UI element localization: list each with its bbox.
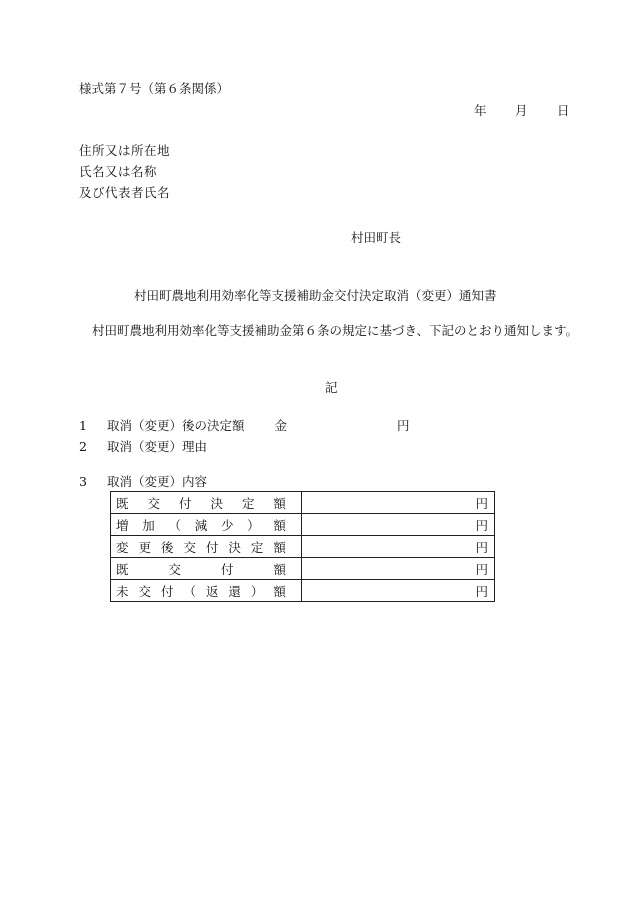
label-char: （ (183, 583, 196, 599)
label-char: 交 (183, 539, 196, 555)
label-char: 更 (138, 539, 151, 555)
table-row-label (111, 558, 302, 580)
label-char: 減 (194, 517, 208, 533)
label-char: 加 (142, 517, 155, 533)
addressee-name-label: 氏名又は名称 (79, 164, 158, 179)
label-char: 額 (273, 517, 286, 533)
label-char: 交 (147, 495, 160, 511)
row-label-text (116, 582, 286, 600)
label-char: 額 (273, 495, 286, 511)
yen-label: 円 (397, 418, 410, 433)
label-char: 額 (273, 561, 286, 577)
label-char: 既 (116, 561, 129, 577)
label-char: 付 (178, 495, 192, 511)
form-number: 様式第７号（第６条関係） (79, 81, 230, 96)
document-title: 村田町農地利用効率化等支援補助金交付決定取消（変更）通知書 (134, 288, 497, 303)
table-row (111, 558, 495, 580)
item-label: 取消（変更）後の決定額 (107, 418, 245, 433)
item-contents (79, 474, 207, 489)
body-text: 村田町農地利用効率化等支援補助金第６条の規定に基づき、下記のとおり通知します。 (92, 323, 579, 338)
yen-unit: 円 (475, 495, 488, 511)
table-row-amount (302, 536, 495, 558)
addressee-address-label: 住所又は所在地 (79, 143, 171, 158)
table-row-label (111, 580, 302, 602)
label-char: 少 (220, 517, 234, 533)
addressee-representative-label: 及び代表者氏名 (79, 185, 171, 200)
row-label-text (116, 538, 286, 556)
label-char: 付 (160, 583, 174, 599)
table-row-amount (302, 558, 495, 580)
label-char: 定 (250, 539, 264, 555)
label-char: 返 (205, 583, 219, 599)
yen-unit: 円 (475, 583, 488, 599)
label-char: ） (250, 583, 264, 599)
issuer: 村田町長 (351, 230, 402, 245)
gold-label: 金 (274, 418, 288, 433)
label-char: 変 (116, 539, 129, 555)
table-row (111, 492, 495, 514)
yen-unit: 円 (475, 561, 488, 577)
yen-unit: 円 (475, 517, 488, 533)
label-char: 付 (220, 561, 234, 577)
label-char: （ (168, 517, 181, 533)
table-row-amount (302, 580, 495, 602)
label-char: 交 (138, 583, 151, 599)
label-char: 還 (228, 583, 241, 599)
table-row (111, 580, 495, 602)
label-char: 未 (116, 583, 129, 599)
item-number: 3 (79, 474, 87, 489)
label-char: 定 (241, 495, 255, 511)
table-row (111, 536, 495, 558)
table-row (111, 514, 495, 536)
item-number: 1 (79, 418, 87, 433)
date-month-label: 月 (515, 103, 528, 118)
ki-heading: 記 (325, 380, 338, 395)
date-year-label: 年 (474, 103, 487, 118)
label-char: ） (247, 517, 260, 533)
item-label: 取消（変更）理由 (107, 439, 208, 454)
label-char: 付 (205, 539, 219, 555)
yen-unit: 円 (475, 539, 488, 555)
date-day-label: 日 (557, 103, 570, 118)
label-char: 額 (273, 539, 286, 555)
table-row-label (111, 514, 302, 536)
label-char: 既 (116, 495, 129, 511)
table-row-amount (302, 514, 495, 536)
item-number: 2 (79, 439, 87, 454)
table-row-label (111, 536, 302, 558)
label-char: 決 (210, 495, 223, 511)
addressee-block (79, 143, 170, 206)
row-label-text (116, 560, 286, 578)
label-char: 決 (228, 539, 241, 555)
item-label: 取消（変更）内容 (107, 474, 208, 489)
table-row-label (111, 492, 302, 514)
label-char: 額 (273, 583, 286, 599)
label-char: 交 (168, 561, 181, 577)
row-label-text (116, 516, 286, 534)
label-char: 後 (160, 539, 174, 555)
item-reason (79, 439, 207, 454)
item-decision-amount (79, 418, 410, 433)
row-label-text (116, 494, 286, 512)
label-char: 増 (116, 517, 129, 533)
table-row-amount (302, 492, 495, 514)
date-line (474, 103, 570, 118)
details-table (110, 491, 495, 602)
